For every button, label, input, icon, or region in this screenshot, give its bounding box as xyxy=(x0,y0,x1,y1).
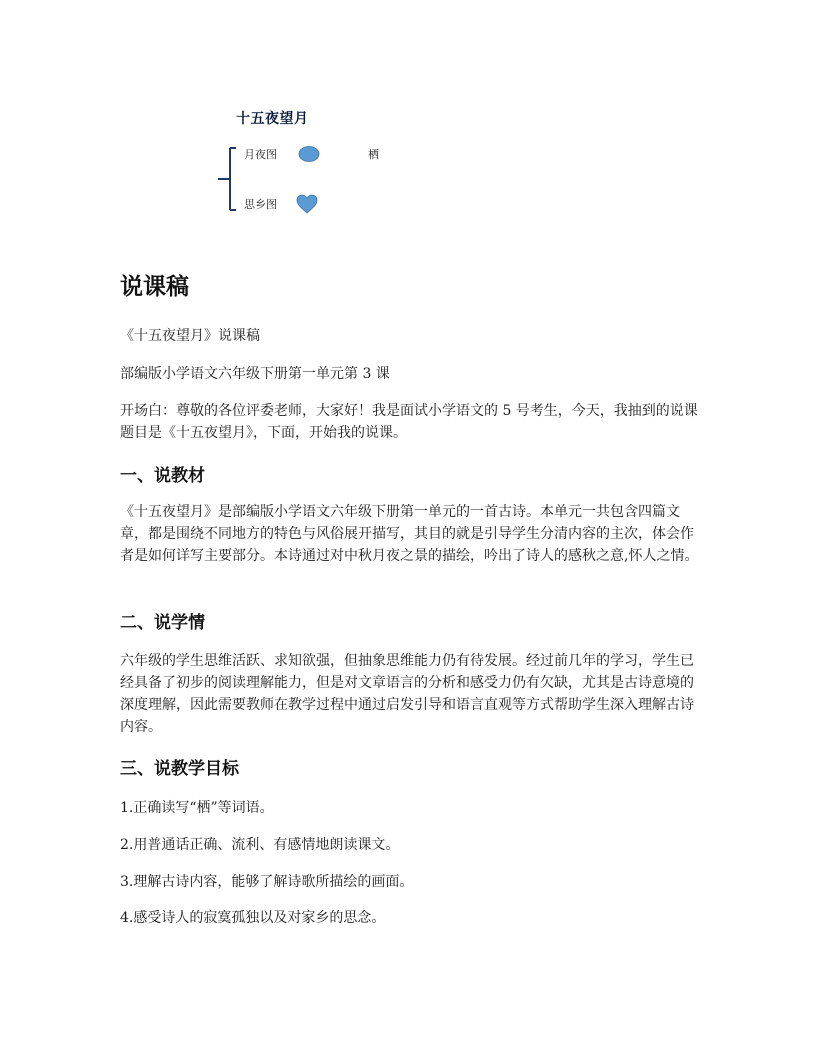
doc-title-line: 《十五夜望月》说课稿 xyxy=(120,328,260,344)
section-2-heading: 二、说学情 xyxy=(120,613,205,633)
diagram-title: 十五夜望月 xyxy=(236,111,309,127)
opening-paragraph: 开场白：尊敬的各位评委老师，大家好！我是面试小学语文的 5 号考生，今天，我抽到的说课题目是《十五夜望月》，下面，开始我的说课。 xyxy=(120,403,698,441)
goal-item: 1.正确读写“栖”等词语。 xyxy=(120,800,274,816)
page-heading: 说课稿 xyxy=(120,274,189,300)
goal-item: 3.理解古诗内容，能够了解诗歌所描绘的画面。 xyxy=(120,874,414,890)
section-2-body: 六年级的学生思维活跃、求知欲强，但抽象思维能力仍有待发展。经过前几年的学习，学生已经具备了初步的阅读理解能力，但是对文章语言的分析和感受力仍有欠缺，尤其是古诗意境的深度理解，因此需要教师在教学过程中通过启发引导和语言直观等方式帮助学生深入理解古诗内容。 xyxy=(120,653,694,735)
diagram-node-homesick: 思乡图 xyxy=(244,198,277,211)
moon-oval-icon xyxy=(298,146,320,162)
heart-icon xyxy=(296,194,318,214)
brace-icon xyxy=(214,144,244,214)
board-diagram xyxy=(214,106,434,226)
section-1-body: 《十五夜望月》是部编版小学语文六年级下册第一单元的一首古诗。本单元一共包含四篇文章，都是围绕不同地方的特色与风俗展开描写，其目的就是引导学生分清内容的主次，体会作者是如何详写主要部分。本诗通过对中秋月夜之景的描绘，吟出了诗人的感秋之意,怀人之情。 xyxy=(120,504,699,564)
doc-subtitle-line: 部编版小学语文六年级下册第一单元第 3 课 xyxy=(120,366,390,382)
goal-item: 4.感受诗人的寂寞孤独以及对家乡的思念。 xyxy=(120,910,386,926)
section-3-heading: 三、说教学目标 xyxy=(120,759,239,779)
section-1-heading: 一、说教材 xyxy=(120,466,205,486)
goal-item: 2.用普通话正确、流利、有感情地朗读课文。 xyxy=(120,837,400,853)
diagram-char: 栖 xyxy=(368,148,379,161)
diagram-node-moon-night: 月夜图 xyxy=(244,148,277,161)
